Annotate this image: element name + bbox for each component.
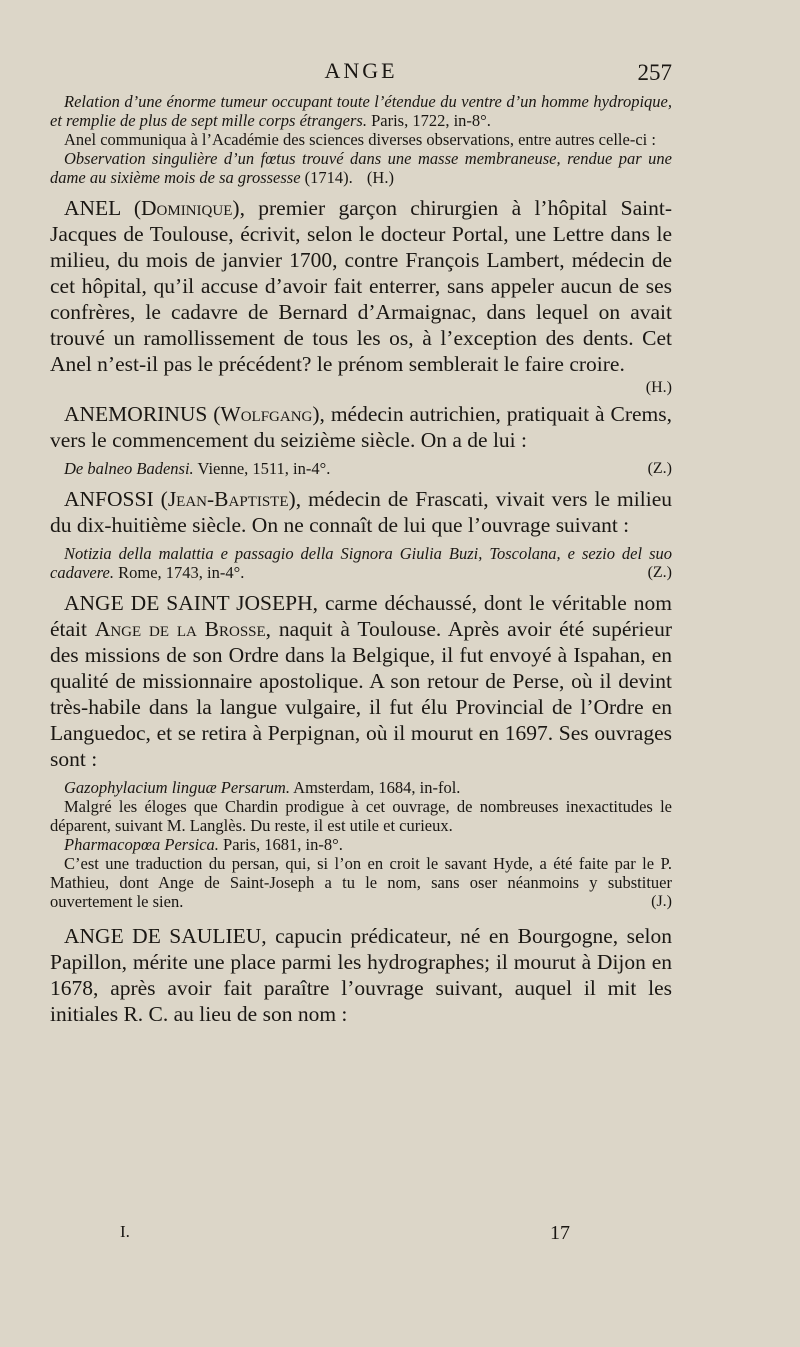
anemorinus-work-title: De balneo Badensi. <box>64 459 194 478</box>
page-footer <box>80 1222 672 1246</box>
entry-anemorinus-text: , médecin autrichien, pratiquait à Crems, vers le commencement du seizième siècle. On a de lui : <box>50 402 672 452</box>
signature-mark: I. <box>120 1222 130 1241</box>
asj-note-2 <box>50 854 672 911</box>
entry-asj-text-1: , carme déchaussé, dont le véritable nom était <box>50 591 672 641</box>
anfossi-work-title: Notizia della malattia e passagio della Signora Giulia Buzi, Toscolana, e sezio del suo cadavere. <box>50 544 672 582</box>
observation-entry <box>50 149 672 187</box>
entry-anfossi-text: , médecin de Frascati, vivait vers le milieu du dix-huitième siècle. On ne connaît de lui que l’ouvrage suivant : <box>50 487 672 537</box>
asj-work-1-publication: Amsterdam, 1684, in-fol. <box>289 778 461 797</box>
entry-anemorinus: ANEMORINUS (Wolfgang), médecin autrichien, pratiquait à Crems, vers le commencement du seizième siècle. On a de lui : <box>50 402 672 452</box>
anel-communication: Anel communiqua à l’Académie des sciences diverses observations, entre autres celle-ci : <box>64 130 656 149</box>
anfossi-work-publication: Rome, 1743, in-4°. <box>113 563 245 582</box>
entry-anel-firstname: Dominique <box>141 196 233 220</box>
asj-signature: (J.) <box>651 893 672 910</box>
relation-publication: Paris, 1722, in-8°. <box>371 111 491 130</box>
asj-note-2-text: C’est une traduction du persan, qui, si l’on en croit le savant Hyde, a été faite par le P. Mathieu, dont Ange de Saint-Joseph a tu le nom, sans oser néanmoins y substituer ouvertement le sien. <box>50 854 672 911</box>
entry-anemorinus-name: ANEMORINUS <box>64 402 208 426</box>
relation-entry <box>50 92 672 130</box>
page-header <box>50 58 672 92</box>
asj-note-1: Malgré les éloges que Chardin prodigue à cet ouvrage, de nombreuses inexactitudes le déparent, suivant M. Langlès. Du reste, il est utile et curieux. <box>50 797 672 835</box>
asj-work-1 <box>50 778 672 797</box>
entry-ange-de-saulieu <box>50 923 672 1027</box>
asj-work-1-title: Gazophylacium linguæ Persarum. <box>64 778 290 797</box>
entry-anel: ANEL (Dominique), premier garçon chirurgien à l’hôpital Saint-Jacques de Toulouse, écrivit, selon le docteur Portal, une Lettre dans le milieu, du mois de janvier 1700, contre François Lambert, médecin de cet hôpital, qu’il accuse d’avoir fait enterrer, sans appeler aucun de ses confrères, le cadavre de Bernard d’Armaignac, dans lequel on avait trouvé un ramollissement de tous les os, à l’exception des dents. Cet Anel n’est-il pas le précédent? le prénom semblerait le faire croire. <box>50 196 672 376</box>
entry-asj-text-2: , naquit à Toulouse. Après avoir été supérieur des missions de son Ordre dans la Belgique, il fut envoyé à Ispahan, en qualité de missionnaire apostolique. A son retour de Perse, où il devint très-habile dans la langue vulgaire, il fut élu Provincial de l’Ordre en Languedoc, et se retira à Perpignan, où il mourut en 1697. Ses ouvrages sont : <box>50 617 672 771</box>
observation-signature: (H.) <box>366 168 394 187</box>
entry-anel-name: ANEL <box>64 196 121 220</box>
page-number: 257 <box>637 60 672 85</box>
entry-anfossi: ANFOSSI (Jean-Baptiste), médecin de Frascati, vivait vers le milieu du dix-huitième siècle. On ne connaît de lui que l’ouvrage suivant : <box>50 487 672 537</box>
entry-asa-name: ANGE DE SAULIEU <box>64 924 262 948</box>
entry-asj-real-name: Ange de la Brosse <box>94 617 266 641</box>
entry-anemorinus-firstname: Wolfgang <box>220 402 313 426</box>
entry-anemorinus-work <box>50 459 672 478</box>
entry-anel-text: , premier garçon chirurgien à l’hôpital Saint-Jacques de Toulouse, écrivit, selon le docteur Portal, une Lettre dans le milieu, du mois de janvier 1700, contre François Lambert, médecin de cet hôpital, qu’il accuse d’avoir fait enterrer, sans appeler aucun de ses confrères, le cadavre de Bernard d’Armaignac, dans lequel on avait trouvé un ramollissement de tous les os, à l’exception des dents. Cet Anel n’est-il pas le précédent? le prénom semblerait le faire croire. <box>50 196 672 376</box>
anemorinus-signature: (Z.) <box>647 460 672 477</box>
running-title: ANGE <box>324 58 398 83</box>
entry-anfossi-name: ANFOSSI <box>64 487 154 511</box>
asj-work-2 <box>50 835 672 854</box>
anfossi-signature: (Z.) <box>647 564 672 581</box>
sheet-number: 17 <box>550 1222 570 1244</box>
entry-asa-text: , capucin prédicateur, né en Bourgogne, selon Papillon, mérite une place parmi les hydrographes; il mourut à Dijon en 1678, après avoir fait paraître l’ouvrage suivant, auquel il mit les initiales R. C. au lieu de son nom : <box>50 924 672 1026</box>
relation-title: Relation d’une énorme tumeur occupant toute l’étendue du ventre d’un homme hydropique, et remplie de plus de sept mille corps étrangers. <box>50 92 672 130</box>
asj-work-2-title: Pharmacopœa Persica. <box>64 835 219 854</box>
entry-asj-name: ANGE DE SAINT JOSEPH <box>64 591 313 615</box>
anemorinus-work-publication: Vienne, 1511, in-4°. <box>193 459 331 478</box>
entry-anfossi-firstname: Jean-Baptiste <box>167 487 289 511</box>
observation-year: (1714). <box>304 168 353 187</box>
entry-anfossi-work <box>50 544 672 582</box>
entry-ange-de-saint-joseph <box>50 590 672 772</box>
observation-title: Observation singulière d’un fœtus trouvé dans une masse membraneuse, rendue par une dame au sixième mois de sa grossesse <box>50 149 672 187</box>
asj-work-2-publication: Paris, 1681, in-8°. <box>218 835 343 854</box>
entry-anel-signature: (H.) <box>645 379 672 396</box>
